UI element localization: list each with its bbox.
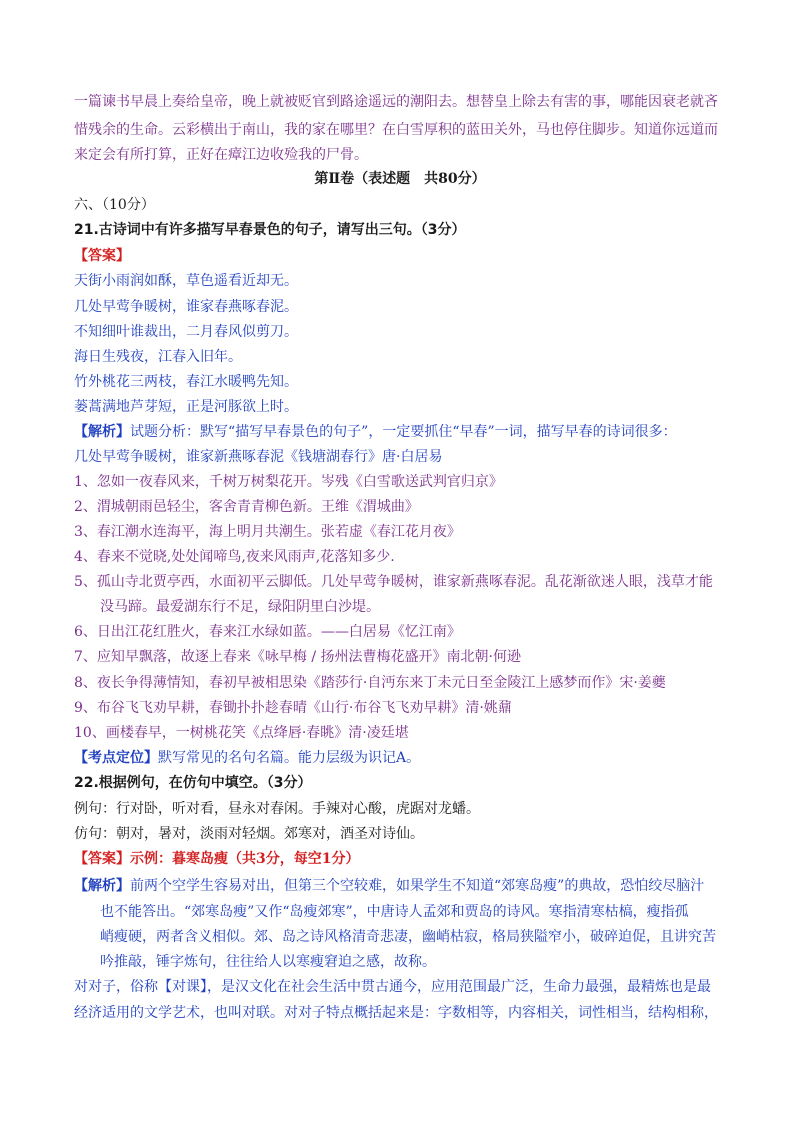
q22-analysis-line-3: 峭瘦硬，两者含义相似。郊、岛之诗风格清奇悲凄，幽峭枯寂，格局狭隘窄小，破碎迫促，且讲究苦	[100, 929, 716, 945]
q22-question: 22.根据例句，在仿句中填空。（3分）	[74, 775, 312, 791]
q21-answer-5: 竹外桃花三两枝，春江水暖鸭先知。	[74, 374, 298, 390]
q22-analysis-text-1: 前两个空学生容易对出，但第三个空较难，如果学生不知道“郊寒岛瘦”的典故，恐怕绞尽脑汁	[130, 878, 705, 894]
intro-line-1: 一篇谏书早晨上奏给皇帝，晚上就被贬官到路途遥远的潮阳去。想替皇上除去有害的事，哪能因衰老就吝	[74, 94, 718, 110]
q22-analysis-line-1	[74, 876, 742, 896]
q21-item-8: 8、夜长争得薄情知，春初早被相思染《踏莎行·自沔东来丁未元日至金陵江上感梦而作》宋·姜夔	[74, 675, 666, 691]
q21-item-3: 3、春江潮水连海平，海上明月共潮生。张若虚《春江花月夜》	[74, 524, 461, 540]
intro-line-2: 惜残余的生命。云彩横出于南山，我的家在哪里？在白雪厚积的蓝田关外，马也停住脚步。知道你远道而	[74, 122, 718, 138]
q21-answer-1: 天街小雨润如酥，草色遥看近却无。	[74, 273, 298, 289]
q21-key-line	[74, 748, 742, 768]
q22-analysis-line-4: 吟推敲，锤字炼句，往往给人以寒瘦窘迫之感，故称。	[100, 954, 436, 970]
q21-item-5: 5、孤山寺北贾亭西，水面初平云脚低。几处早莺争暖树，谁家新燕啄春泥。乱花渐欲迷人眼，浅草才能	[74, 574, 713, 590]
q21-answer-6: 蒌蒿满地芦芽短，正是河豚欲上时。	[74, 399, 298, 415]
q21-key-text: 默写常见的名句名篇。能力层级为识记A。	[158, 750, 421, 766]
q21-item-5-cont: 没马蹄。最爱湖东行不足，绿阳阴里白沙堤。	[100, 599, 380, 615]
q22-analysis-tag: 【解析】	[74, 878, 130, 894]
section-title: 第Ⅱ卷（表述题 共80分）	[314, 171, 486, 187]
q21-item-2: 2、渭城朝雨邑轻尘，客舍青青柳色新。王维《渭城曲》	[74, 499, 419, 515]
q21-item-4: 4、春来不觉晓,处处闻啼鸟,夜来风雨声,花落知多少.	[74, 549, 395, 565]
q22-tail-line-2: 经济适用的文学艺术，也叫对联。对对子特点概括起来是：字数相等，内容相关，词性相当，结构相称，	[74, 1005, 718, 1021]
part-label: 六、（10分）	[74, 197, 155, 213]
q22-answer-line	[74, 849, 742, 869]
intro-line-3: 来定会有所打算，正好在瘴江边收殓我的尸骨。	[74, 147, 368, 163]
q21-analysis-line	[74, 422, 742, 442]
q21-answer-2: 几处早莺争暖树，谁家春燕啄春泥。	[74, 299, 298, 315]
q21-analysis-text: 试题分析：默写“描写早春景色的句子”，一定要抓住“早春”一词，描写早春的诗词很多：	[130, 424, 677, 440]
q22-analysis-line-2: 也不能答出。“郊寒岛瘦”又作“岛瘦郊寒”，中唐诗人孟郊和贾岛的诗风。寒指清寒枯槁，瘦指孤	[100, 904, 689, 920]
q21-key-tag: 【考点定位】	[74, 750, 158, 766]
q21-analysis-line-2: 几处早莺争暖树，谁家新燕啄春泥《钱塘湖春行》唐·白居易	[74, 449, 443, 465]
q22-answer-tag: 【答案】	[74, 851, 130, 867]
q21-answer-4: 海日生残夜，江春入旧年。	[74, 349, 242, 365]
q21-answer-3: 不知细叶谁裁出，二月春风似剪刀。	[74, 324, 298, 340]
q21-question: 21.古诗词中有许多描写早春景色的句子，请写出三句。（3分）	[74, 222, 466, 238]
q21-answer-tag: 【答案】	[74, 248, 130, 264]
q21-item-6: 6、日出江花红胜火，春来江水绿如蓝。——白居易《忆江南》	[74, 624, 461, 640]
q21-analysis-tag: 【解析】	[74, 424, 130, 440]
q21-item-7: 7、应知早飘落，故逐上春来《咏早梅 / 扬州法曹梅花盛开》南北朝·何逊	[74, 649, 521, 665]
q21-item-10: 10、画楼春早，一树桃花笑《点绛唇·春眺》清·凌廷堪	[74, 725, 409, 741]
q22-tail-line-1: 对对子，俗称【对课】，是汉文化在社会生活中贯古通今，应用范围最广泛，生命力最强，最精炼也是最	[74, 979, 711, 995]
q22-answer-text: 示例：暮寒岛瘦（共3分，每空1分）	[130, 851, 360, 867]
q22-example: 例句：行对卧，听对看，昼永对春闲。手辣对心酸，虎踞对龙蟠。	[74, 801, 480, 817]
q22-imitate: 仿句：朝对，暑对，淡雨对轻烟。郊寒对，酒圣对诗仙。	[74, 826, 424, 842]
q21-item-1: 1、忽如一夜春风来，千树万树梨花开。岑残《白雪歌送武判官归京》	[74, 474, 503, 490]
q21-item-9: 9、布谷飞飞劝早耕，春锄扑扑趁春晴《山行·布谷飞飞劝早耕》清·姚鼐	[74, 700, 512, 716]
